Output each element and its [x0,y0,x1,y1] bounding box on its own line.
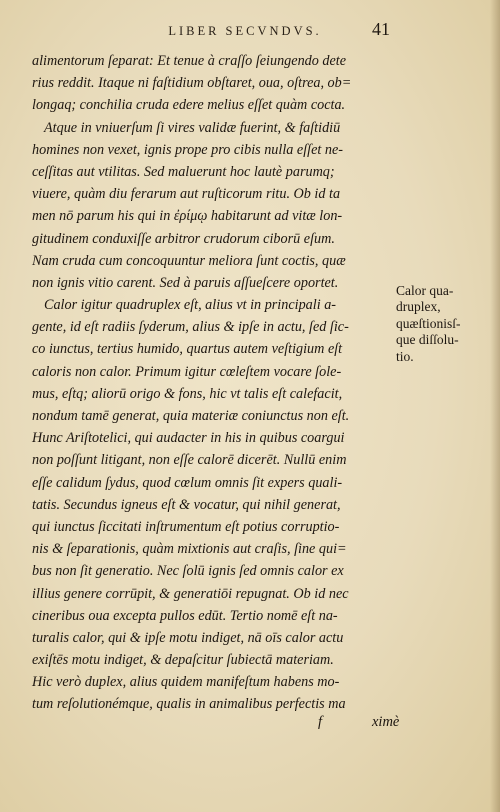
text-line: cineribus oua excepta pullos edūt. Tertio nomē eſt na- [32,607,338,624]
text-line: Calor igitur quadruplex eſt, alius vt in principali a- [44,297,337,314]
text-line: qui iunctus ſiccitati inſtrumentum eſt potius corruptio- [32,518,340,535]
marginal-note [396,283,496,365]
text-line: gitudinem conduxiſſe arbitror crudorum ciborū eſum. [32,230,335,247]
text-line: non poſſunt litigant, non eſſe calorē dicerēt. Nullū enim [32,452,347,469]
text-line: turalis calor, qui & ipſe motu indiget, nā oīs calor actu [32,629,344,646]
marginal-note-line: druplex, [396,299,441,315]
text-line: nis & ſeparationis, quàm mixtionis aut craſis, ſine qui= [32,541,347,558]
text-line: ceſſitas aut vtilitas. Sed maluerunt hoc lautè parumq; [32,163,335,180]
text-line: tatis. Secundus igneus eſt & vocatur, qui nihil generat, [32,496,341,513]
text-line: mus, eſtq; aliorū origo & fons, hic vt talis eſt calefacit, [32,385,343,402]
marginal-note-line: tio. [396,348,414,364]
text-line: homines non vexet, ignis prope pro cibis nulla eſſet ne- [32,141,344,158]
text-line: Atque in vniuerſum ſi vires validæ fuerint, & faſtidiū [44,119,341,136]
catchword: ximè [372,714,400,730]
main-text-block [32,50,407,716]
text-line: exiſtēs motu indiget, & depaſcitur ſubiectā materiam. [32,652,334,669]
signature-mark: f [318,714,323,730]
text-line: bus non ſit generatio. Nec ſolū ignis ſed omnis calor ex [32,563,344,580]
text-line: illius genere corrūpit, & generatiōi repugnat. Ob id nec [32,585,349,602]
text-line: Hunc Ariſtotelici, qui audacter in his in quibus coargui [32,430,345,447]
marginal-note-line: que diſſolu- [396,332,459,348]
text-line: viuere, quàm diu ferarum aut ruſticorum ritu. Ob id ta [32,186,341,203]
marginal-note-line: Calor qua- [396,283,454,298]
text-line: Hic verò duplex, alius quidem manifeſtum habens mo- [32,674,340,691]
text-line: men nō parum his qui in ἐρίμῳ habitarunt ad vitæ lon- [32,208,343,225]
page-edge-shadow [490,0,500,812]
text-line: longaq; conchilia cruda edere melius eſſet quàm cocta. [32,97,346,114]
text-line: tum reſolutionémque, qualis in animalibus perfectis ma [32,696,346,713]
text-line: Nam cruda cum concoquuntur meliora ſunt coctis, quæ [32,252,346,269]
text-line: caloris non calor. Primum igitur cœleſtem vocare ſole- [32,363,342,380]
text-line: co iunctus, tertius humido, quartus autem veſtigium eſt [32,341,343,358]
running-title: LIBER SECVNDVS. [168,24,322,38]
text-line: nondum tamē generat, quia materiæ coniunctus non eſt. [32,408,350,424]
page-number: 41 [372,19,390,39]
text-line: gente, id eſt radiis ſyderum, alius & ipſe in actu, ſed ſic- [32,319,349,336]
marginal-note-line: quæſtionisſ- [396,315,461,331]
text-line: non ignis vitio carent. Sed à paruis aſſueſcere oportet. [32,274,339,291]
text-line: alimentorum ſeparat: Et tenue à craſſo ſeiungendo dete [32,53,347,69]
text-line: eſſe calidum ſydus, quod cœlum omnis ſit expers quali- [32,474,343,491]
text-line: rius reddit. Itaque ni faſtidium obſtaret, oua, oſtrea, ob= [32,75,352,92]
